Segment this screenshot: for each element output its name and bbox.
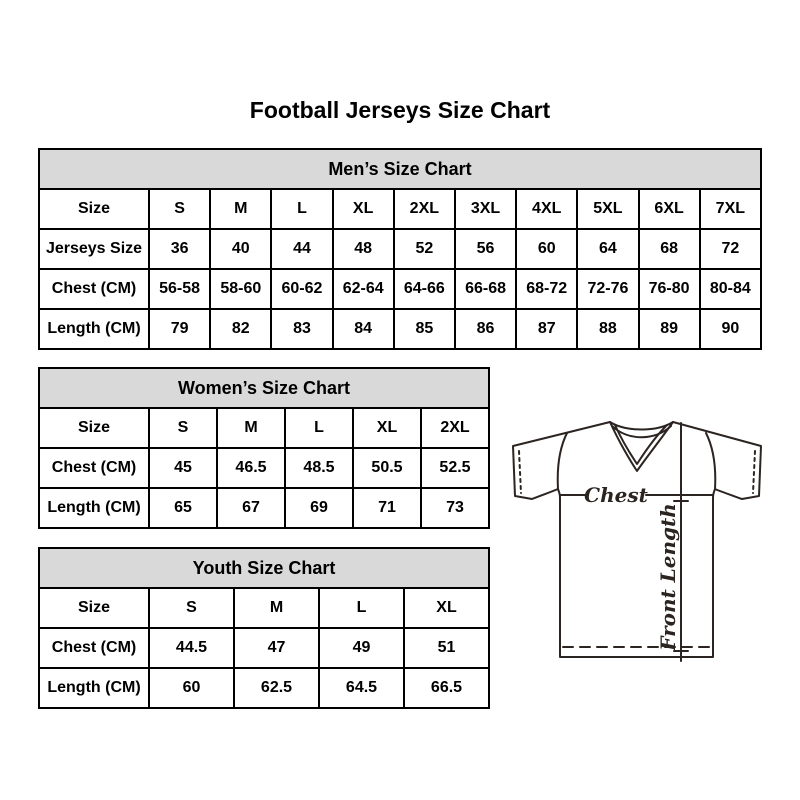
- row-header-cell: Size: [39, 189, 149, 229]
- value-cell: 52: [394, 229, 455, 269]
- value-cell: 40: [210, 229, 271, 269]
- value-cell: 50.5: [353, 448, 421, 488]
- value-cell: 45: [149, 448, 217, 488]
- value-cell: 49: [319, 628, 404, 668]
- front-length-label: Front Length: [656, 503, 680, 651]
- womens-size-table: [38, 367, 490, 529]
- table-title: Youth Size Chart: [39, 548, 489, 588]
- table-row: [39, 488, 489, 528]
- page-title: Football Jerseys Size Chart: [249, 97, 551, 123]
- value-cell: 60: [149, 668, 234, 708]
- value-cell: 44.5: [149, 628, 234, 668]
- row-header-cell: Chest (CM): [39, 269, 149, 309]
- table-row: [39, 408, 489, 448]
- size-header-cell: 6XL: [639, 189, 700, 229]
- value-cell: 64-66: [394, 269, 455, 309]
- value-cell: 79: [149, 309, 210, 349]
- youth-size-table: [38, 547, 490, 709]
- chest-label: Chest: [584, 483, 648, 507]
- size-header-cell: XL: [353, 408, 421, 448]
- value-cell: 48.5: [285, 448, 353, 488]
- value-cell: 66-68: [455, 269, 516, 309]
- row-header-cell: Jerseys Size: [39, 229, 149, 269]
- value-cell: 88: [577, 309, 638, 349]
- size-header-cell: S: [149, 408, 217, 448]
- value-cell: 87: [516, 309, 577, 349]
- size-header-cell: L: [285, 408, 353, 448]
- row-header-cell: Chest (CM): [39, 448, 149, 488]
- value-cell: 83: [271, 309, 332, 349]
- table-row: [39, 189, 761, 229]
- table-title-row: [39, 368, 489, 408]
- value-cell: 66.5: [404, 668, 489, 708]
- size-header-cell: S: [149, 189, 210, 229]
- value-cell: 60: [516, 229, 577, 269]
- table-title-row: [39, 149, 761, 189]
- size-header-cell: 2XL: [394, 189, 455, 229]
- value-cell: 60-62: [271, 269, 332, 309]
- table-row: [39, 269, 761, 309]
- size-header-cell: XL: [333, 189, 394, 229]
- value-cell: 64: [577, 229, 638, 269]
- value-cell: 48: [333, 229, 394, 269]
- size-header-cell: 7XL: [700, 189, 761, 229]
- table-row: [39, 588, 489, 628]
- size-header-cell: M: [217, 408, 285, 448]
- value-cell: 56: [455, 229, 516, 269]
- jersey-outline: [513, 422, 761, 657]
- value-cell: 36: [149, 229, 210, 269]
- table-title: Men’s Size Chart: [39, 149, 761, 189]
- value-cell: 46.5: [217, 448, 285, 488]
- row-header-cell: Size: [39, 588, 149, 628]
- row-header-cell: Chest (CM): [39, 628, 149, 668]
- value-cell: 44: [271, 229, 332, 269]
- size-header-cell: 2XL: [421, 408, 489, 448]
- row-header-cell: Length (CM): [39, 309, 149, 349]
- table-title: Women’s Size Chart: [39, 368, 489, 408]
- row-header-cell: Size: [39, 408, 149, 448]
- row-header-cell: Length (CM): [39, 488, 149, 528]
- table-row: [39, 229, 761, 269]
- value-cell: 86: [455, 309, 516, 349]
- size-header-cell: 4XL: [516, 189, 577, 229]
- size-header-cell: S: [149, 588, 234, 628]
- value-cell: 85: [394, 309, 455, 349]
- size-header-cell: XL: [404, 588, 489, 628]
- table-row: [39, 309, 761, 349]
- value-cell: 58-60: [210, 269, 271, 309]
- value-cell: 71: [353, 488, 421, 528]
- size-header-cell: L: [319, 588, 404, 628]
- value-cell: 52.5: [421, 448, 489, 488]
- value-cell: 73: [421, 488, 489, 528]
- value-cell: 90: [700, 309, 761, 349]
- value-cell: 72: [700, 229, 761, 269]
- value-cell: 82: [210, 309, 271, 349]
- value-cell: 68: [639, 229, 700, 269]
- size-header-cell: M: [210, 189, 271, 229]
- value-cell: 72-76: [577, 269, 638, 309]
- table-title-row: [39, 548, 489, 588]
- value-cell: 84: [333, 309, 394, 349]
- mens-size-table: [38, 148, 762, 350]
- jersey-measurement-diagram: [509, 416, 765, 668]
- size-header-cell: M: [234, 588, 319, 628]
- size-header-cell: L: [271, 189, 332, 229]
- value-cell: 65: [149, 488, 217, 528]
- value-cell: 68-72: [516, 269, 577, 309]
- value-cell: 51: [404, 628, 489, 668]
- value-cell: 69: [285, 488, 353, 528]
- value-cell: 62-64: [333, 269, 394, 309]
- value-cell: 56-58: [149, 269, 210, 309]
- value-cell: 67: [217, 488, 285, 528]
- value-cell: 62.5: [234, 668, 319, 708]
- size-header-cell: 3XL: [455, 189, 516, 229]
- table-row: [39, 668, 489, 708]
- table-row: [39, 448, 489, 488]
- value-cell: 64.5: [319, 668, 404, 708]
- value-cell: 80-84: [700, 269, 761, 309]
- value-cell: 89: [639, 309, 700, 349]
- row-header-cell: Length (CM): [39, 668, 149, 708]
- table-row: [39, 628, 489, 668]
- size-header-cell: 5XL: [577, 189, 638, 229]
- jersey-armhole-seams: [558, 433, 716, 489]
- value-cell: 76-80: [639, 269, 700, 309]
- value-cell: 47: [234, 628, 319, 668]
